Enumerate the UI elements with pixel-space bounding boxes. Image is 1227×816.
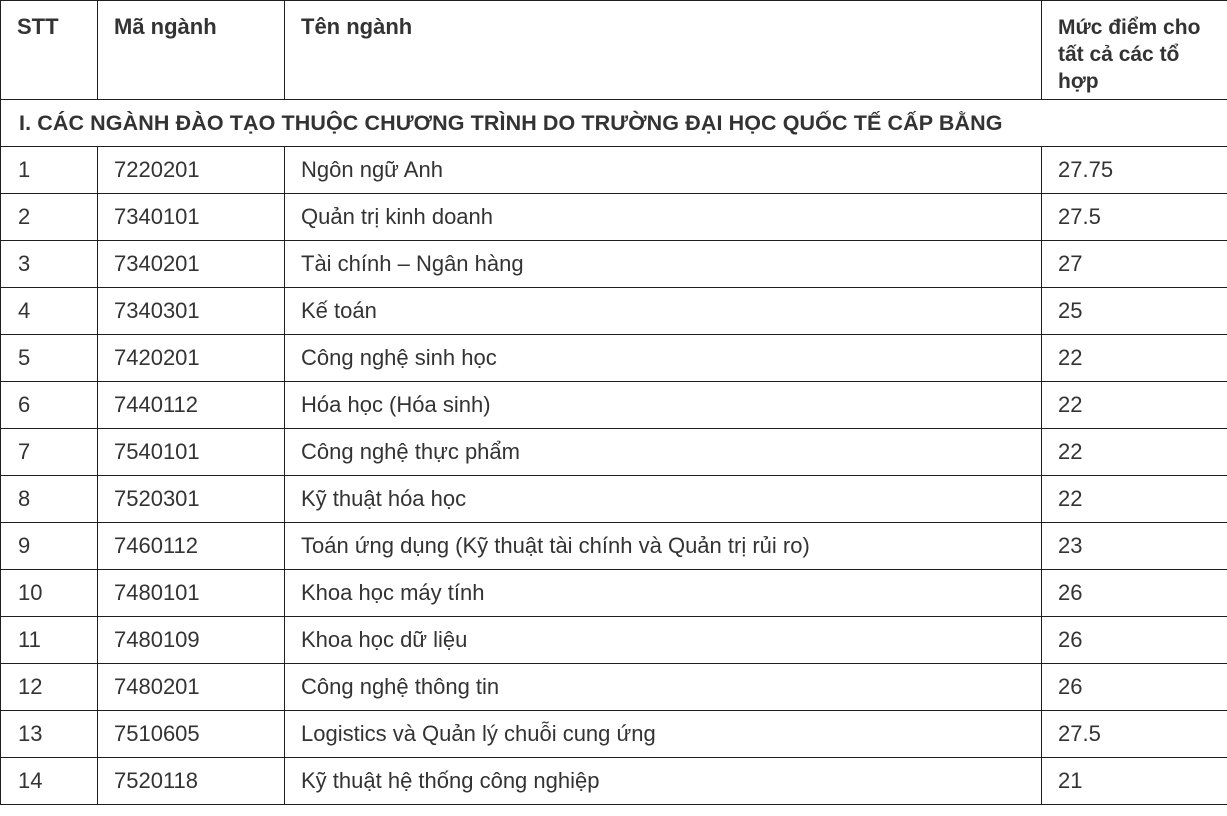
cell-score: 26 [1042,617,1227,664]
table-row [1,241,1227,288]
cell-name: Ngôn ngữ Anh [285,147,1042,194]
cell-name: Khoa học máy tính [285,570,1042,617]
cell-stt: 7 [1,429,98,476]
cell-score: 27.5 [1042,194,1227,241]
cell-name: Công nghệ sinh học [285,335,1042,382]
table-row [1,523,1227,570]
cell-stt: 4 [1,288,98,335]
cell-name: Kỹ thuật hóa học [285,476,1042,523]
table-row [1,664,1227,711]
header-stt: STT [1,1,98,100]
cell-code: 7420201 [98,335,285,382]
cell-score: 22 [1042,335,1227,382]
cell-code: 7440112 [98,382,285,429]
cell-code: 7220201 [98,147,285,194]
cell-score: 23 [1042,523,1227,570]
header-score: Mức điểm cho tất cả các tổ hợp [1042,1,1227,100]
cell-score: 27.5 [1042,711,1227,758]
cell-name: Toán ứng dụng (Kỹ thuật tài chính và Quản trị rủi ro) [285,523,1042,570]
cell-stt: 8 [1,476,98,523]
cell-code: 7520118 [98,758,285,805]
cell-code: 7480109 [98,617,285,664]
cell-stt: 14 [1,758,98,805]
table-row [1,288,1227,335]
cell-score: 22 [1042,382,1227,429]
cell-name: Tài chính – Ngân hàng [285,241,1042,288]
cell-name: Khoa học dữ liệu [285,617,1042,664]
table-row [1,711,1227,758]
cell-score: 27.75 [1042,147,1227,194]
table-row [1,429,1227,476]
table-row [1,758,1227,805]
cell-code: 7540101 [98,429,285,476]
cell-code: 7340201 [98,241,285,288]
header-row [1,1,1227,100]
cell-name: Quản trị kinh doanh [285,194,1042,241]
cell-stt: 13 [1,711,98,758]
cell-code: 7510605 [98,711,285,758]
cell-code: 7480201 [98,664,285,711]
table-row [1,194,1227,241]
cell-code: 7480101 [98,570,285,617]
table-row [1,382,1227,429]
cell-name: Kế toán [285,288,1042,335]
cell-stt: 6 [1,382,98,429]
table-row [1,335,1227,382]
cell-score: 26 [1042,570,1227,617]
cell-stt: 5 [1,335,98,382]
cell-score: 21 [1042,758,1227,805]
cell-score: 22 [1042,476,1227,523]
cell-name: Kỹ thuật hệ thống công nghiệp [285,758,1042,805]
cell-score: 27 [1042,241,1227,288]
cell-stt: 1 [1,147,98,194]
table-row [1,147,1227,194]
cell-stt: 2 [1,194,98,241]
cell-stt: 3 [1,241,98,288]
cell-code: 7520301 [98,476,285,523]
table-row [1,476,1227,523]
cell-score: 26 [1042,664,1227,711]
section-title: I. CÁC NGÀNH ĐÀO TẠO THUỘC CHƯƠNG TRÌNH DO TRƯỜNG ĐẠI HỌC QUỐC TẾ CẤP BẰNG [1,100,1227,147]
cell-stt: 12 [1,664,98,711]
cell-code: 7340101 [98,194,285,241]
table-row [1,570,1227,617]
section-row [1,100,1227,147]
table-row [1,617,1227,664]
cell-code: 7460112 [98,523,285,570]
cell-name: Logistics và Quản lý chuỗi cung ứng [285,711,1042,758]
cell-stt: 10 [1,570,98,617]
header-code: Mã ngành [98,1,285,100]
cell-code: 7340301 [98,288,285,335]
cell-name: Công nghệ thông tin [285,664,1042,711]
cell-stt: 11 [1,617,98,664]
header-name: Tên ngành [285,1,1042,100]
cell-score: 25 [1042,288,1227,335]
cell-name: Công nghệ thực phẩm [285,429,1042,476]
cell-score: 22 [1042,429,1227,476]
cell-name: Hóa học (Hóa sinh) [285,382,1042,429]
cell-stt: 9 [1,523,98,570]
